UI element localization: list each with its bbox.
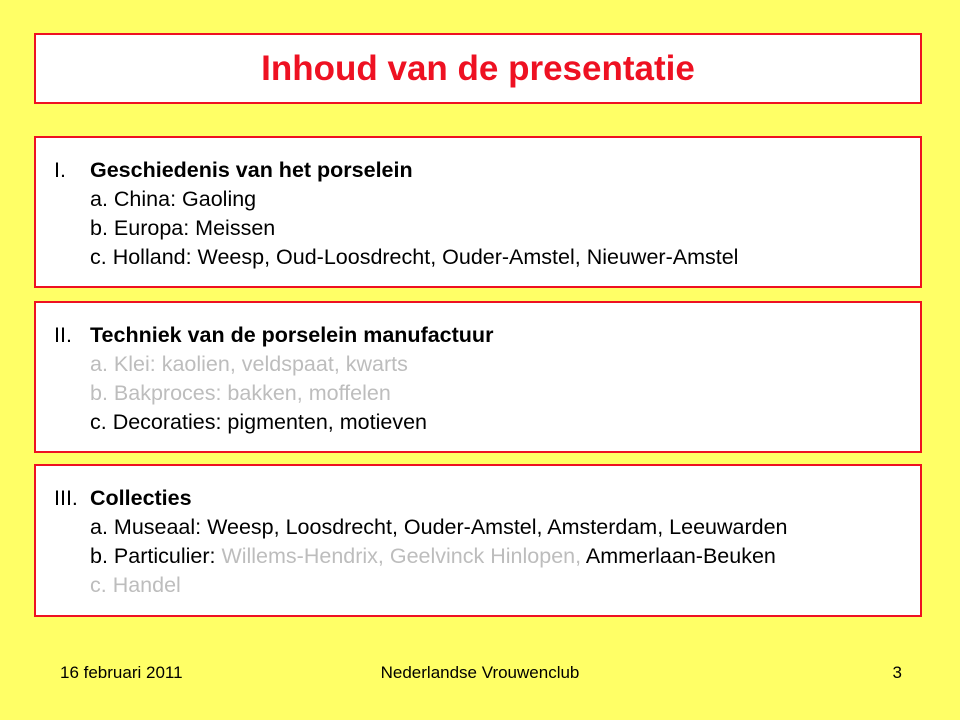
section-number: III.	[54, 486, 78, 510]
section-heading-text: Geschiedenis van het porselein	[90, 158, 413, 182]
list-item: a. Klei: kaolien, veldspaat, kwarts	[90, 352, 408, 376]
section-techniek	[34, 301, 922, 453]
list-item: b. Europa: Meissen	[90, 216, 276, 240]
footer-date: 16 februari 2011	[60, 663, 183, 682]
list-item: c. Holland: Weesp, Oud-Loosdrecht, Ouder-Amstel, Nieuwer-Amstel	[90, 245, 739, 269]
title-box	[34, 33, 922, 104]
list-item-particulier	[54, 542, 910, 571]
section-heading-text: Collecties	[90, 486, 192, 510]
section-number: II.	[54, 323, 72, 347]
list-item-part-dimmed: Willems-Hendrix, Geelvinck Hinlopen,	[221, 544, 586, 568]
list-item: a. Museaal: Weesp, Loosdrecht, Ouder-Amstel, Amsterdam, Leeuwarden	[90, 515, 788, 539]
list-item-part: b. Particulier:	[90, 544, 222, 568]
section-number: I.	[54, 158, 66, 182]
section-heading-text: Techniek van de porselein manufactuur	[90, 323, 494, 347]
section-heading	[54, 156, 910, 185]
list-item-part: Ammerlaan-Beuken	[585, 544, 776, 568]
slide-title: Inhoud van de presentatie	[261, 48, 695, 88]
section-heading	[54, 321, 910, 350]
section-heading	[54, 484, 910, 513]
section-geschiedenis	[34, 136, 922, 288]
section-collecties	[34, 464, 922, 617]
list-item: a. China: Gaoling	[90, 187, 257, 211]
list-item: c. Handel	[90, 573, 181, 597]
list-item: c. Decoraties: pigmenten, motieven	[90, 410, 427, 434]
footer-organization: Nederlandse Vrouwenclub	[380, 663, 580, 682]
footer-page-number: 3	[892, 663, 902, 682]
list-item: b. Bakproces: bakken, moffelen	[90, 381, 391, 405]
